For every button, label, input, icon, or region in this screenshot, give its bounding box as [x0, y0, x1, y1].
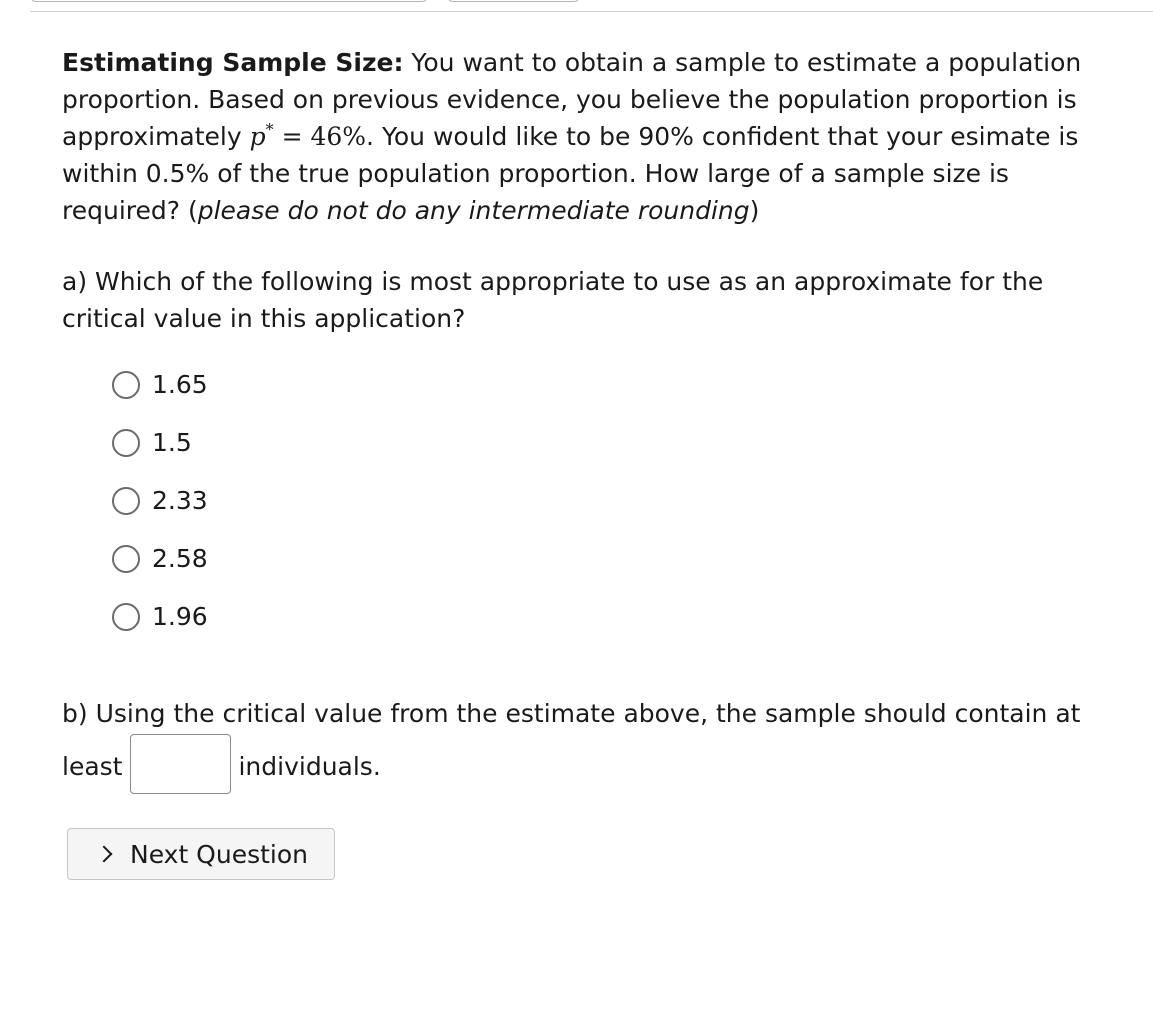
part-b-prompt	[62, 690, 1122, 798]
critical-value-options	[112, 356, 208, 646]
option-label: 2.33	[152, 486, 208, 515]
radio-button[interactable]	[112, 429, 140, 457]
question-italic-note: please do not do any intermediate rounding	[197, 196, 750, 225]
option-1[interactable]	[112, 356, 208, 414]
question-content	[62, 44, 1122, 781]
option-4[interactable]	[112, 530, 208, 588]
option-5[interactable]	[112, 588, 208, 646]
question-text-2: . You would like to be 90% confident that your esimate is within 0.5% of the true population proportion. How large of a sample size is required? (	[62, 122, 1079, 225]
math-expression	[250, 122, 366, 151]
option-label: 1.65	[152, 370, 208, 399]
radio-button[interactable]	[112, 371, 140, 399]
radio-button[interactable]	[112, 545, 140, 573]
part-b-text-before: b) Using the critical value from the estimate above, the sample should contain at least	[62, 699, 1081, 781]
option-label: 1.5	[152, 428, 192, 457]
radio-button[interactable]	[112, 603, 140, 631]
math-superscript: *	[265, 120, 274, 139]
question-text-3: )	[749, 196, 760, 225]
option-label: 1.96	[152, 602, 208, 631]
math-variable: p	[249, 122, 266, 151]
option-2[interactable]	[112, 414, 208, 472]
part-b-text-after: individuals.	[238, 752, 381, 781]
chevron-right-icon	[96, 846, 113, 863]
radio-button[interactable]	[112, 487, 140, 515]
question-heading: Estimating Sample Size:	[62, 48, 404, 77]
option-3[interactable]	[112, 472, 208, 530]
top-divider	[30, 11, 1153, 12]
next-question-button[interactable]	[67, 828, 335, 880]
top-tab-right[interactable]	[447, 0, 580, 2]
part-a-prompt: a) Which of the following is most appropriate to use as an approximate for the critical value in this application?	[62, 267, 1044, 333]
question-text-1: You want to obtain a sample to estimate a population proportion. Based on previous evidence, you believe the population proportion is approximately	[62, 48, 1082, 151]
top-tab-strip	[0, 0, 1153, 14]
sample-size-input[interactable]	[130, 734, 231, 794]
option-label: 2.58	[152, 544, 208, 573]
top-tab-left[interactable]	[30, 0, 428, 2]
next-question-label: Next Question	[130, 839, 309, 869]
question-intro	[62, 44, 1122, 229]
math-equality: = 46%	[273, 122, 367, 151]
